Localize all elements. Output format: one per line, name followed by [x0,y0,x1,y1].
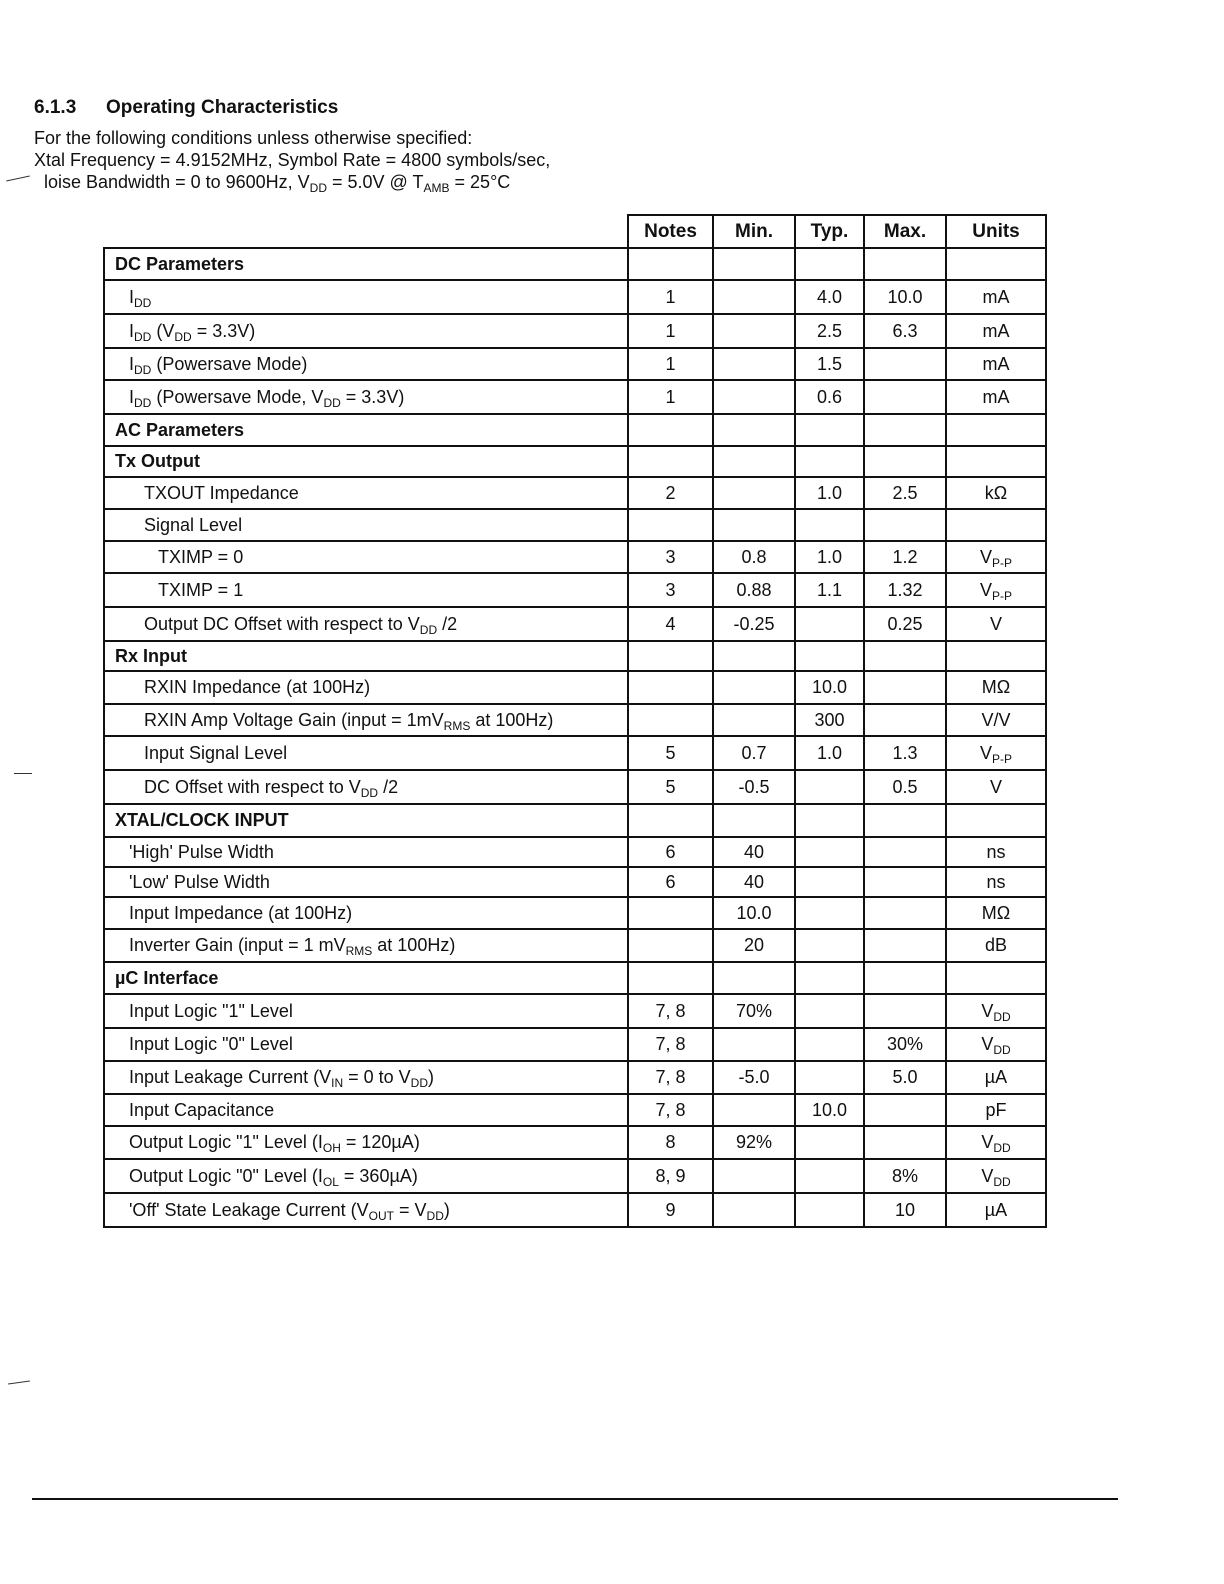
notes-cell: 5 [628,770,713,804]
notes-cell [628,671,713,704]
section-row [104,414,1046,446]
units-cell [946,509,1046,541]
min-cell [713,804,795,837]
min-cell [713,314,795,348]
table-row [104,280,1046,314]
parameter-cell: Inverter Gain (input = 1 $mV_{RMS}$ at 100Hz) [104,929,628,962]
units-cell: $V_{DD}$ [946,1028,1046,1061]
units-cell: ns [946,867,1046,897]
notes-cell: 8, 9 [628,1159,713,1193]
parameter-cell: 'High' Pulse Width [104,837,628,867]
notes-cell: 7, 8 [628,1094,713,1126]
max-cell [864,867,946,897]
parameter-cell: RXIN Amp Voltage Gain (input = $1mV_{RMS}$ at 100Hz) [104,704,628,736]
units-cell [946,414,1046,446]
max-cell: 5.0 [864,1061,946,1094]
max-cell: 1.3 [864,736,946,770]
parameter-cell: Output Logic "1" Level $(I_{OH} = 120\mu A)$ [104,1126,628,1159]
conditions-line-2: Xtal Frequency = 4.9152MHz, Symbol Rate = 4800 symbols/sec, [34,150,551,170]
max-cell: 10 [864,1193,946,1227]
units-cell: mA [946,380,1046,414]
units-cell: $V_{DD}$ [946,994,1046,1028]
max-cell: 6.3 [864,314,946,348]
table-row [104,477,1046,509]
min-cell [713,671,795,704]
section-row [104,248,1046,280]
notes-cell [628,897,713,929]
parameter-cell: $I_{DD}$ $(V_{DD} = 3.3V)$ [104,314,628,348]
max-cell [864,348,946,380]
parameter-cell: Input Logic "1" Level [104,994,628,1028]
units-cell: pF [946,1094,1046,1126]
max-cell [864,248,946,280]
units-cell: $V_{DD}$ [946,1159,1046,1193]
min-cell: 0.8 [713,541,795,573]
parameter-cell: 'Off' State Leakage Current $(V_{OUT} = V_{DD})$ [104,1193,628,1227]
max-cell: 1.2 [864,541,946,573]
notes-cell [628,446,713,477]
units-cell [946,804,1046,837]
notes-cell: 7, 8 [628,1028,713,1061]
units-cell: V/V [946,704,1046,736]
parameter-cell: $I_{DD}$ (Powersave Mode, $V_{DD} = 3.3V$) [104,380,628,414]
table-row [104,929,1046,962]
min-cell [713,414,795,446]
min-cell [713,446,795,477]
table-row [104,1126,1046,1159]
parameter-cell: TXOUT Impedance [104,477,628,509]
max-cell [864,962,946,994]
parameter-cell: $I_{DD}$ (Powersave Mode) [104,348,628,380]
typ-cell: 0.6 [795,380,864,414]
table-row [104,994,1046,1028]
scan-mark [14,773,32,774]
min-cell: 40 [713,837,795,867]
notes-cell [628,804,713,837]
section-row [104,804,1046,837]
units-cell: V [946,770,1046,804]
min-cell [713,962,795,994]
min-cell [713,509,795,541]
parameter-cell: Output DC Offset with respect to $V_{DD}$ /2 [104,607,628,641]
table-row [104,867,1046,897]
table-row [104,573,1046,607]
typ-cell [795,509,864,541]
min-cell [713,280,795,314]
units-cell: $V_{DD}$ [946,1126,1046,1159]
min-cell [713,1159,795,1193]
notes-cell [628,414,713,446]
table-row [104,541,1046,573]
units-cell [946,446,1046,477]
parameter-cell: AC Parameters [104,414,628,446]
notes-cell: 1 [628,314,713,348]
units-cell: V [946,607,1046,641]
units-cell: mA [946,314,1046,348]
units-cell: kΩ [946,477,1046,509]
scan-mark [8,1380,30,1384]
max-cell: 30% [864,1028,946,1061]
notes-cell: 9 [628,1193,713,1227]
notes-cell: 7, 8 [628,1061,713,1094]
parameter-cell: DC Offset with respect to $V_{DD}$ /2 [104,770,628,804]
parameter-cell: Input Capacitance [104,1094,628,1126]
min-cell [713,380,795,414]
section-row [104,641,1046,671]
min-cell [713,1193,795,1227]
table-row [104,348,1046,380]
typ-cell [795,1126,864,1159]
typ-cell [795,994,864,1028]
table-row [104,1193,1046,1227]
max-cell: 0.25 [864,607,946,641]
notes-cell: 8 [628,1126,713,1159]
notes-cell: 7, 8 [628,994,713,1028]
max-cell [864,509,946,541]
section-heading [34,97,338,119]
section-row [104,446,1046,477]
max-cell [864,929,946,962]
min-cell: -5.0 [713,1061,795,1094]
parameter-cell: Input Signal Level [104,736,628,770]
min-cell [713,477,795,509]
min-cell: 70% [713,994,795,1028]
conditions-line-3: loise Bandwidth = 0 to 9600Hz, $V_{DD} = 5.0V$ @ $T_{AMB} = 25^\circ C$ [44,172,511,195]
units-cell: $V_{P-P}$ [946,541,1046,573]
notes-cell [628,929,713,962]
typ-cell [795,770,864,804]
header-min: Min. [713,215,795,248]
parameter-cell: RXIN Impedance (at 100Hz) [104,671,628,704]
parameter-cell: Output Logic "0" Level $(I_{OL} = 360\mu A)$ [104,1159,628,1193]
typ-cell: 4.0 [795,280,864,314]
table-row [104,1159,1046,1193]
typ-cell [795,962,864,994]
notes-cell: 4 [628,607,713,641]
typ-cell [795,607,864,641]
notes-cell: 2 [628,477,713,509]
min-cell: -0.25 [713,607,795,641]
min-cell [713,348,795,380]
parameter-cell: Tx Output [104,446,628,477]
max-cell [864,897,946,929]
min-cell: 40 [713,867,795,897]
parameter-cell: 'Low' Pulse Width [104,867,628,897]
parameter-cell: Input Logic "0" Level [104,1028,628,1061]
notes-cell: 3 [628,541,713,573]
min-cell: 92% [713,1126,795,1159]
parameter-cell: Signal Level [104,509,628,541]
footer-rule [32,1498,1118,1500]
typ-cell [795,641,864,671]
units-cell: $V_{P-P}$ [946,736,1046,770]
section-row [104,962,1046,994]
table-row [104,736,1046,770]
typ-cell [795,837,864,867]
parameter-cell: Input Impedance (at 100Hz) [104,897,628,929]
min-cell: 0.7 [713,736,795,770]
notes-cell [628,248,713,280]
typ-cell: 300 [795,704,864,736]
units-cell: dB [946,929,1046,962]
conditions-line-1: For the following conditions unless otherwise specified: [34,128,473,148]
parameter-cell: XTAL/CLOCK INPUT [104,804,628,837]
parameter-cell: Input Leakage Current ($V_{IN} = 0$ to $V_{DD}$) [104,1061,628,1094]
typ-cell: 1.0 [795,541,864,573]
min-cell [713,1028,795,1061]
parameter-cell: DC Parameters [104,248,628,280]
parameter-cell: µC Interface [104,962,628,994]
units-cell: mA [946,280,1046,314]
typ-cell [795,1028,864,1061]
max-cell [864,994,946,1028]
notes-cell: 5 [628,736,713,770]
parameter-cell: $I_{DD}$ [104,280,628,314]
column-header-table [627,214,1047,249]
min-cell: -0.5 [713,770,795,804]
typ-cell: 2.5 [795,314,864,348]
units-cell: µA [946,1061,1046,1094]
max-cell [864,671,946,704]
parameter-cell: TXIMP = 1 [104,573,628,607]
parameter-cell: TXIMP = 0 [104,541,628,573]
units-cell [946,641,1046,671]
table-row [104,897,1046,929]
notes-cell: 6 [628,867,713,897]
min-cell: 10.0 [713,897,795,929]
typ-cell: 1.0 [795,736,864,770]
units-cell: mA [946,348,1046,380]
table-row [104,607,1046,641]
units-cell: $V_{P-P}$ [946,573,1046,607]
typ-cell [795,414,864,446]
max-cell [864,837,946,867]
table-row [104,704,1046,736]
notes-cell [628,641,713,671]
max-cell: 10.0 [864,280,946,314]
typ-cell [795,867,864,897]
max-cell [864,380,946,414]
table-row [104,770,1046,804]
header-max: Max. [864,215,946,248]
max-cell: 0.5 [864,770,946,804]
header-typ: Typ. [795,215,864,248]
table-row [104,1094,1046,1126]
min-cell [713,704,795,736]
notes-cell [628,509,713,541]
max-cell [864,1094,946,1126]
table-row [104,1028,1046,1061]
max-cell [864,414,946,446]
max-cell [864,641,946,671]
notes-cell: 3 [628,573,713,607]
table-row [104,314,1046,348]
typ-cell [795,804,864,837]
header-notes: Notes [628,215,713,248]
units-cell: ns [946,837,1046,867]
typ-cell [795,1159,864,1193]
section-number: 6.1.3 [34,97,77,118]
max-cell [864,704,946,736]
table-row [104,380,1046,414]
max-cell: 1.32 [864,573,946,607]
max-cell: 8% [864,1159,946,1193]
max-cell: 2.5 [864,477,946,509]
characteristics-body [104,248,1046,1227]
notes-cell: 1 [628,280,713,314]
characteristics-table [103,247,1047,1228]
notes-cell [628,704,713,736]
units-cell [946,248,1046,280]
max-cell [864,446,946,477]
typ-cell: 1.5 [795,348,864,380]
parameter-cell: Rx Input [104,641,628,671]
max-cell [864,1126,946,1159]
table-row [104,671,1046,704]
min-cell: 20 [713,929,795,962]
typ-cell: 1.1 [795,573,864,607]
units-cell: MΩ [946,897,1046,929]
typ-cell [795,248,864,280]
min-cell [713,641,795,671]
min-cell [713,1094,795,1126]
table-row [104,837,1046,867]
scan-mark [6,176,30,182]
typ-cell [795,897,864,929]
typ-cell [795,446,864,477]
units-cell: µA [946,1193,1046,1227]
min-cell [713,248,795,280]
typ-cell [795,929,864,962]
typ-cell: 1.0 [795,477,864,509]
typ-cell [795,1193,864,1227]
section-title: Operating Characteristics [106,97,339,118]
table-row [104,1061,1046,1094]
units-cell: MΩ [946,671,1046,704]
units-cell [946,962,1046,994]
typ-cell: 10.0 [795,671,864,704]
notes-cell: 1 [628,348,713,380]
header-units: Units [946,215,1046,248]
typ-cell [795,1061,864,1094]
max-cell [864,804,946,837]
notes-cell: 1 [628,380,713,414]
table-row [104,509,1046,541]
notes-cell [628,962,713,994]
typ-cell: 10.0 [795,1094,864,1126]
notes-cell: 6 [628,837,713,867]
min-cell: 0.88 [713,573,795,607]
